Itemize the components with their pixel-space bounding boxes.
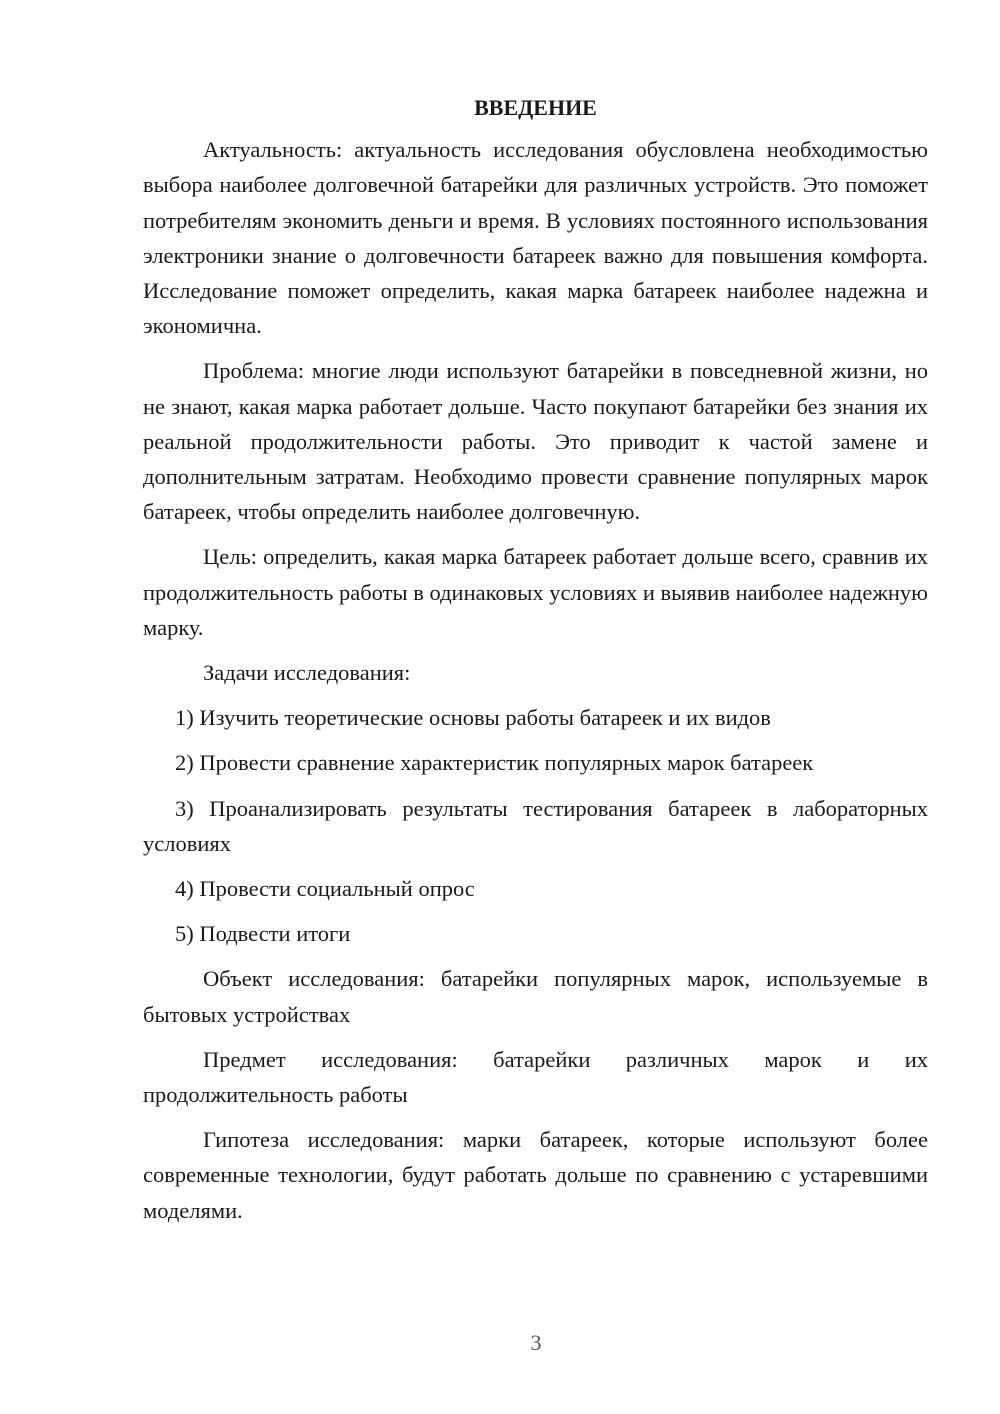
relevance-paragraph: Актуальность: актуальность исследования обусловлена необходимостью выбора наиболее долговечной батарейки для различных устройств. Это поможет потребителям экономить деньги и время. В условиях постоянного использования электроники знание о долговечности батареек важно для повышения комфорта. Исследование поможет определить, какая марка батареек наиболее надежна и экономична. [143,137,928,339]
goal-paragraph: Цель: определить, какая марка батареек работает дольше всего, сравнив их продолжительность работы в одинаковых условиях и выявив наиболее надежную марку. [143,544,928,640]
task-item: 5) Подвести итоги [175,921,351,947]
task-item: 3) Проанализировать результаты тестирования батареек в лабораторных условиях [143,795,928,856]
tasks-title: Задачи исследования: [203,660,411,686]
subject-paragraph: Предмет исследования: батарейки различных марок и их продолжительность работы [143,1046,928,1108]
task-item: 4) Провести социальный опрос [175,876,475,902]
object-paragraph: Объект исследования: батарейки популярных марок, используемые в бытовых устройствах [143,966,928,1027]
task-item: 2) Провести сравнение характеристик популярных марок батареек [175,750,814,776]
section-heading: ВВЕДЕНИЕ [474,95,597,120]
problem-paragraph: Проблема: многие люди используют батарейки в повседневной жизни, но не знают, какая марка работает дольше. Часто покупают батарейки без знания их реальной продолжительности работы. Это приводит к частой замене и дополнительным затратам. Необходимо провести сравнение популярных марок батареек, чтобы определить наиболее долговечную. [143,358,928,525]
page-number: 3 [530,1330,542,1355]
hypothesis-paragraph: Гипотеза исследования: марки батареек, которые используют более современные технологии, будут работать дольше по сравнению с устаревшими моделями. [143,1127,928,1223]
document-page [143,90,928,1238]
task-item: 1) Изучить теоретические основы работы батареек и их видов [175,705,771,731]
